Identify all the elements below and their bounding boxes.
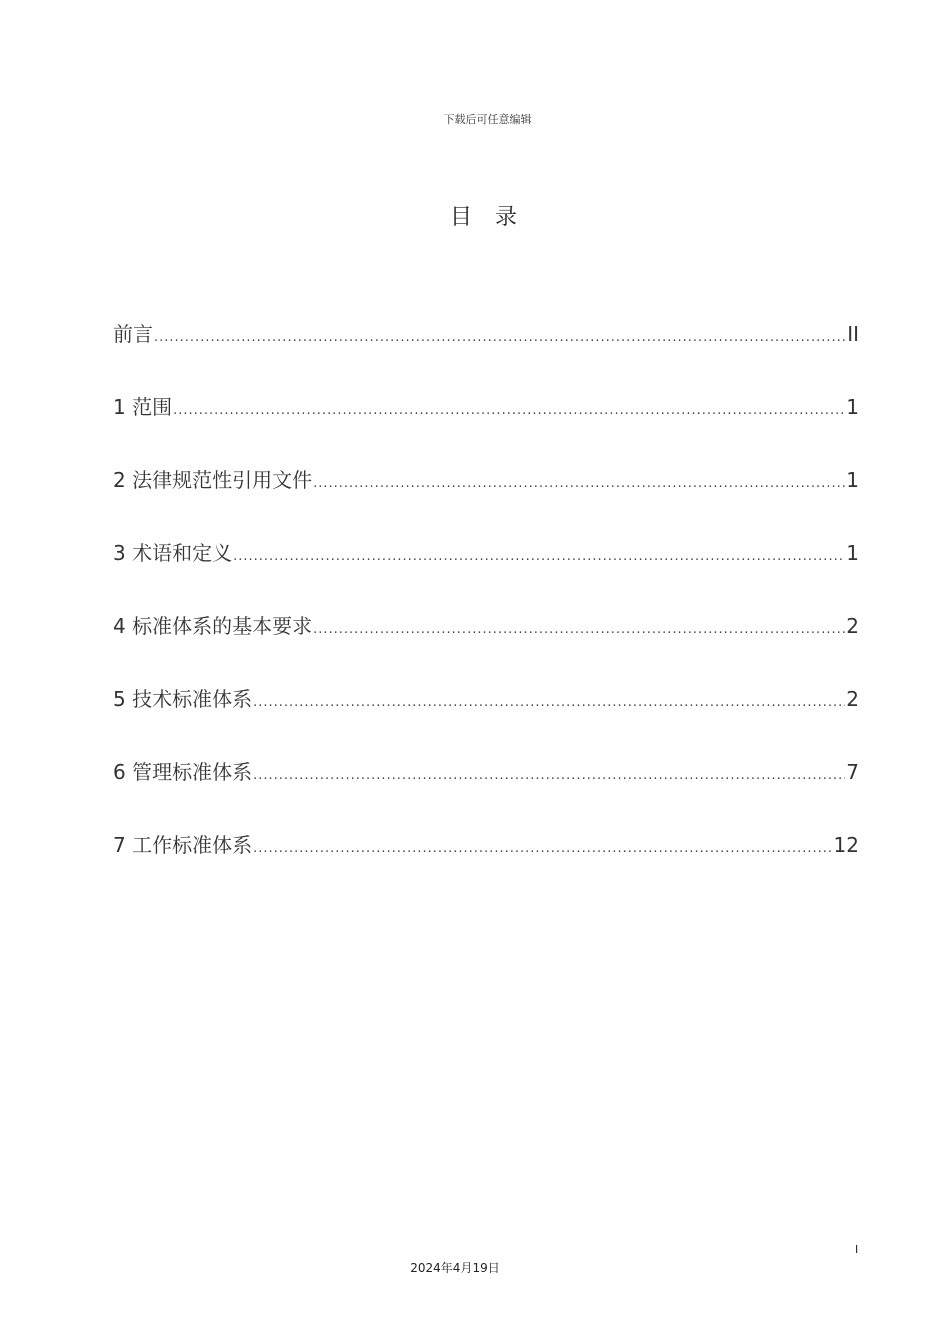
toc-dot-leader xyxy=(253,768,845,783)
toc-entry-scope[interactable] xyxy=(113,391,859,464)
toc-entry-terms-definitions[interactable] xyxy=(113,537,859,610)
toc-dot-leader xyxy=(253,841,832,856)
toc-entry-page: 1 xyxy=(846,395,859,419)
toc-entry-preface[interactable] xyxy=(113,318,859,391)
toc-entry-basic-requirements[interactable] xyxy=(113,610,859,683)
toc-entry-work-standards[interactable] xyxy=(113,829,859,902)
toc-entry-label: 5 技术标准体系 xyxy=(113,687,253,711)
footer-date: 2024年4月19日 xyxy=(410,1261,500,1275)
toc-entry-label: 3 术语和定义 xyxy=(113,541,233,565)
toc-entry-page: 7 xyxy=(846,760,859,784)
toc-entry-page: 2 xyxy=(846,614,859,638)
table-of-contents xyxy=(113,318,859,902)
toc-dot-leader xyxy=(233,549,845,564)
toc-entry-label: 4 标准体系的基本要求 xyxy=(113,614,313,638)
toc-entry-label: 前言 xyxy=(113,322,153,346)
toc-entry-page: 1 xyxy=(846,541,859,565)
toc-entry-technical-standards[interactable] xyxy=(113,683,859,756)
toc-entry-label: 1 范围 xyxy=(113,395,173,419)
toc-entry-label: 6 管理标准体系 xyxy=(113,760,253,784)
toc-entry-page: 12 xyxy=(833,833,859,857)
header-note: 下载后可任意编辑 xyxy=(443,113,532,126)
toc-entry-normative-references[interactable] xyxy=(113,464,859,537)
toc-entry-label: 2 法律规范性引用文件 xyxy=(113,468,313,492)
toc-dot-leader xyxy=(253,695,845,710)
toc-dot-leader xyxy=(154,330,846,345)
toc-dot-leader xyxy=(173,403,845,418)
toc-entry-page: II xyxy=(847,322,859,346)
toc-dot-leader xyxy=(313,622,845,637)
toc-dot-leader xyxy=(313,476,845,491)
toc-title: 目 录 xyxy=(450,205,525,230)
toc-entry-label: 7 工作标准体系 xyxy=(113,833,253,857)
page-number: I xyxy=(855,1243,859,1256)
toc-entry-page: 1 xyxy=(846,468,859,492)
toc-entry-page: 2 xyxy=(846,687,859,711)
toc-entry-management-standards[interactable] xyxy=(113,756,859,829)
